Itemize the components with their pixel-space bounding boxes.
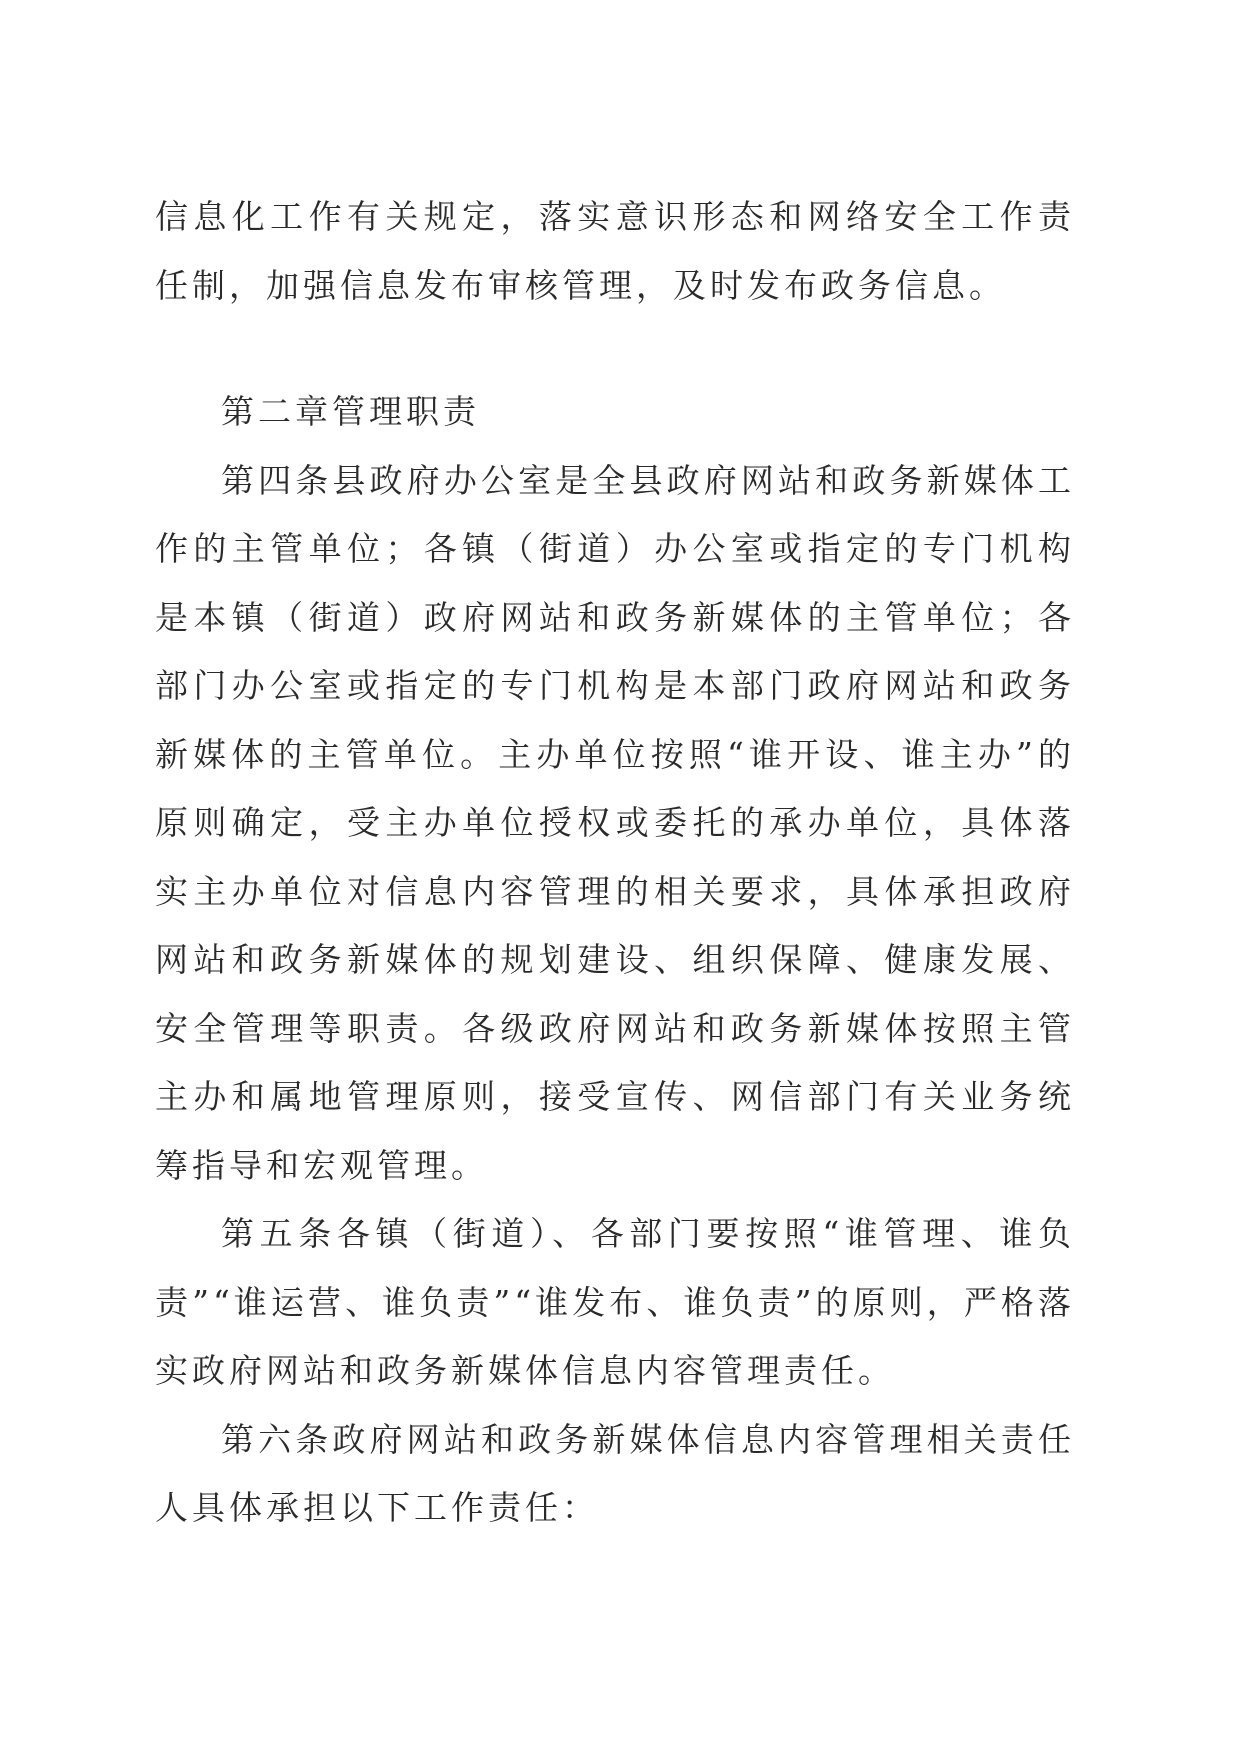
- chapter-title: 第二章管理职责: [221, 392, 480, 431]
- chapter-section: [155, 378, 1075, 1543]
- article-4-paragraph: 第四条县政府办公室是全县政府网站和政务新媒体工作的主管单位；各镇（街道）办公室或指定的专门机构是本镇（街道）政府网站和政务新媒体的主管单位；各部门办公室或指定的专门机构是本部门政府网站和政务新媒体的主管单位。主办单位按照“谁开设、谁主办”的原则确定，受主办单位授权或委托的承办单位，具体落实主办单位对信息内容管理的相关要求，具体承担政府网站和政务新媒体的规划建设、组织保障、健康发展、安全管理等职责。各级政府网站和政务新媒体按照主管主办和属地管理原则，接受宣传、网信部门有关业务统筹指导和宏观管理。: [155, 460, 1075, 1185]
- article-5-paragraph: 第五条各镇（街道）、各部门要按照“谁管理、谁负责”“谁运营、谁负责”“谁发布、谁负责”的原则，严格落实政府网站和政务新媒体信息内容管理责任。: [155, 1214, 1075, 1390]
- article-6-paragraph: 第六条政府网站和政务新媒体信息内容管理相关责任人具体承担以下工作责任：: [155, 1419, 1075, 1527]
- continued-paragraph: 信息化工作有关规定，落实意识形态和网络安全工作责任制，加强信息发布审核管理，及时发布政务信息。: [155, 197, 1075, 305]
- continued-paragraph-block: [155, 183, 1075, 320]
